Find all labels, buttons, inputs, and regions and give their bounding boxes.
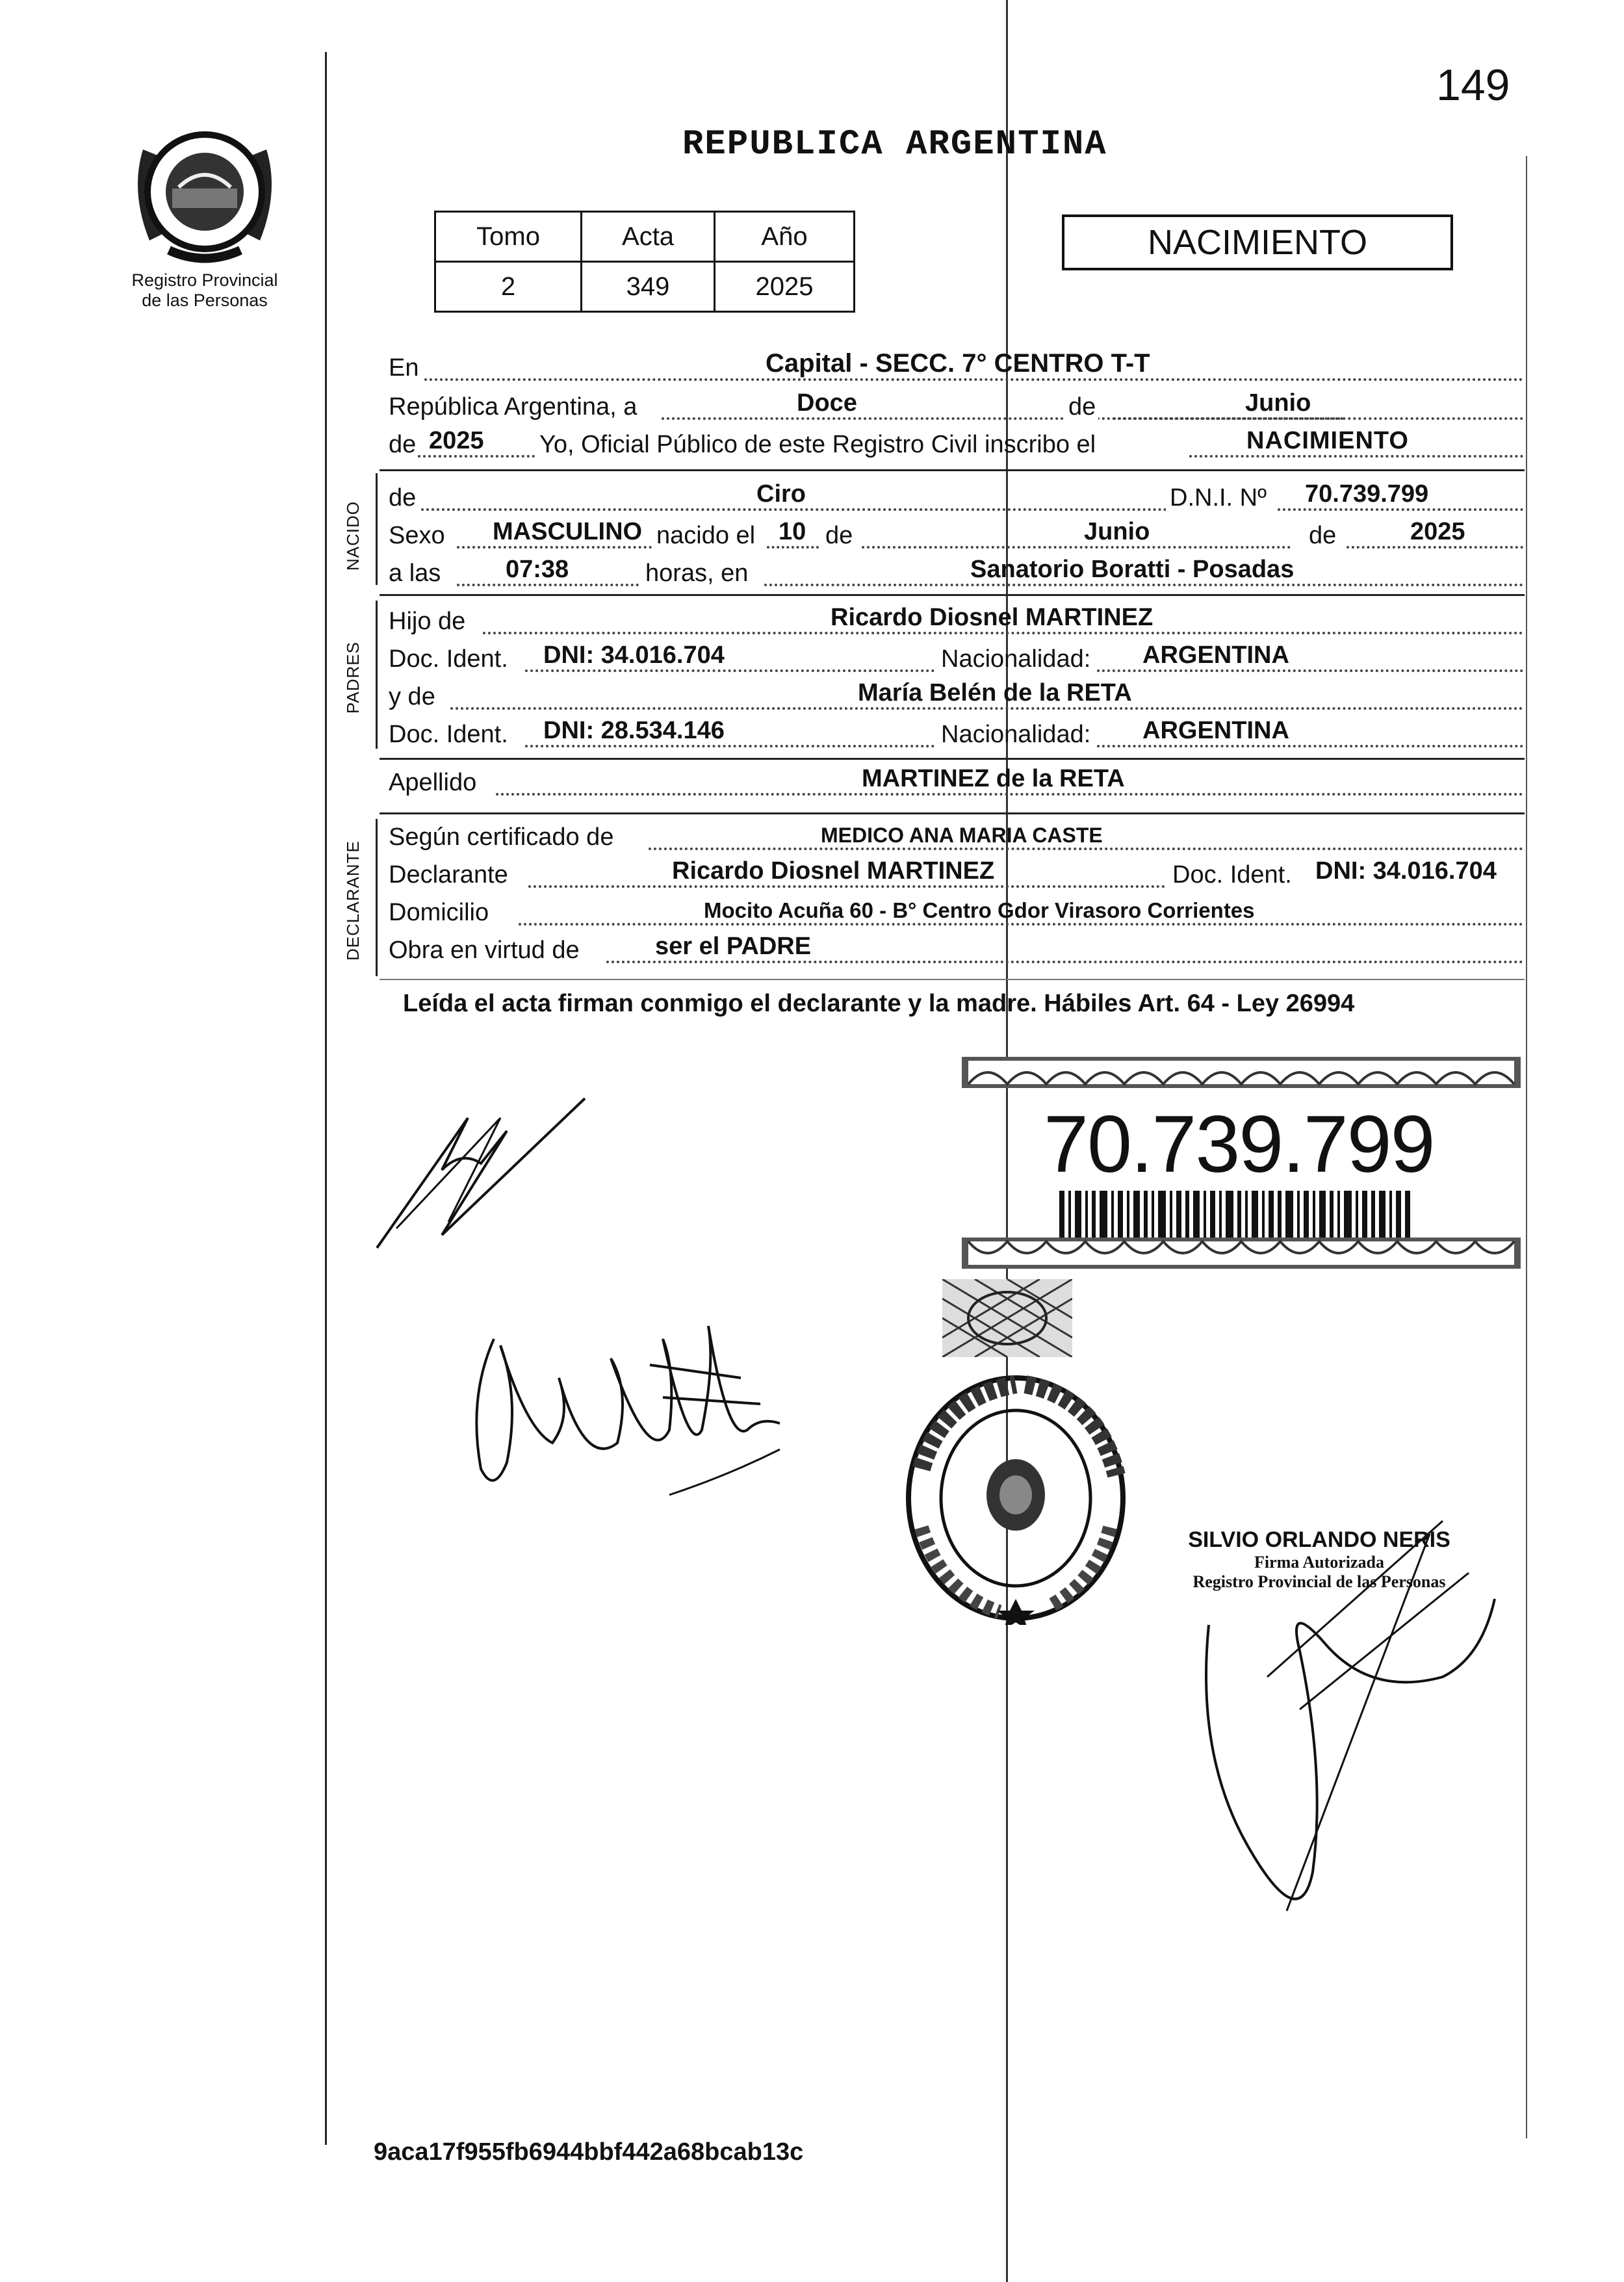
row-padre [389, 604, 1523, 641]
registry-anio: 2025 [714, 262, 854, 312]
label-yde: y de [389, 683, 435, 710]
registry-header-tomo: Tomo [435, 212, 582, 262]
document-hash: 9aca17f955fb6944bbf442a68bcab13c [374, 2138, 804, 2166]
registry-header-acta: Acta [582, 212, 715, 262]
label-hijo: Hijo de [389, 608, 466, 635]
registry-acta: 349 [582, 262, 715, 312]
side-label-declarante: DECLARANTE [343, 840, 363, 961]
dotted-line [496, 793, 1523, 796]
value-mes: Junio [1245, 389, 1311, 417]
dotted-line [457, 584, 639, 586]
value-domicilio: Mocito Acuña 60 - B° Centro Gdor Virasoro Corrientes [704, 898, 1255, 922]
value-lugar-nac: Sanatorio Boratti - Posadas [970, 556, 1295, 583]
label-horas: horas, en [645, 560, 749, 587]
row-padre-doc [389, 642, 1523, 679]
rule-3 [380, 758, 1525, 760]
official-role: Firma Autorizada [1254, 1553, 1385, 1572]
declarante-bar [376, 819, 378, 976]
dotted-line [767, 546, 819, 549]
label-de: de [1066, 393, 1098, 421]
label-apellido: Apellido [389, 769, 477, 796]
row-sexo [389, 519, 1523, 555]
value-anio: 2025 [429, 427, 484, 454]
registry-table [434, 211, 855, 313]
registry-tomo: 2 [435, 262, 582, 312]
value-inscribo: NACIMIENTO [1246, 427, 1409, 454]
value-dni: 70.739.799 [1305, 480, 1429, 508]
closing-text: Leída el acta firman conmigo el declarante y la madre. Hábiles Art. 64 - Ley 26994 [403, 990, 1355, 1017]
value-nac-mes: Junio [1084, 518, 1150, 545]
logo-caption-line2: de las Personas [142, 291, 268, 310]
registry-header-row [435, 212, 855, 262]
row-domicilio [389, 896, 1523, 932]
row-fecha [389, 390, 1523, 426]
dotted-line [649, 848, 1523, 850]
value-nombre: Ciro [756, 480, 806, 508]
row-declarante [389, 858, 1523, 894]
page-number: 149 [1436, 60, 1510, 110]
dotted-line [1097, 745, 1523, 747]
row-lugar [389, 351, 1523, 387]
rule-1 [380, 469, 1525, 471]
official-org: Registro Provincial de las Personas [1192, 1572, 1446, 1591]
padres-bar [376, 601, 378, 749]
value-madre-doc: DNI: 28.534.146 [543, 717, 725, 744]
value-madre: María Belén de la RETA [858, 679, 1132, 707]
label-de-anio: de [389, 431, 417, 458]
logo-caption [97, 270, 312, 311]
dotted-line [525, 745, 934, 747]
value-apellido: MARTINEZ de la RETA [862, 765, 1125, 792]
value-sexo: MASCULINO [493, 518, 643, 545]
label-yo: Yo, Oficial Público de este Registro Civil inscribo el [539, 431, 1096, 458]
province-logo [123, 110, 286, 273]
registry-seal [902, 1371, 1129, 1625]
security-pattern [942, 1279, 1072, 1357]
logo-caption-line1: Registro Provincial [131, 270, 278, 290]
dotted-line [483, 632, 1523, 634]
registry-value-row [435, 262, 855, 312]
side-label-padres: PADRES [343, 642, 363, 714]
label-en: En [389, 354, 419, 382]
label-nacido: nacido el [656, 522, 756, 549]
label-alas: a las [389, 560, 441, 587]
security-band-bottom [962, 1238, 1521, 1269]
label-republica: República Argentina, a [389, 393, 638, 421]
value-padre-nac: ARGENTINA [1142, 642, 1289, 669]
value-nac-anio: 2025 [1410, 518, 1465, 545]
label-sexo: Sexo [389, 522, 445, 549]
dotted-line [525, 669, 934, 672]
row-inscribo [389, 428, 1523, 464]
label-doc-declarante: Doc. Ident. [1172, 861, 1292, 888]
value-dia: Doce [797, 389, 857, 417]
value-nac-dia: 10 [779, 518, 806, 545]
value-lugar: Capital - SECC. 7° CENTRO T-T [766, 349, 1150, 378]
value-padre: Ricardo Diosnel MARTINEZ [831, 604, 1154, 631]
value-hora: 07:38 [506, 556, 569, 583]
label-nac-padre: Nacionalidad: [941, 645, 1091, 673]
official-signature-scribble [370, 1092, 604, 1261]
dotted-line [528, 885, 1165, 888]
rule-5 [380, 979, 1525, 980]
rule-2 [380, 594, 1525, 596]
dotted-line [862, 546, 1291, 549]
label-doc-madre: Doc. Ident. [389, 721, 508, 748]
label-declarante: Declarante [389, 861, 508, 888]
label-de-nac: de [825, 522, 853, 549]
barcode-number: 70.739.799 [1044, 1100, 1434, 1189]
dotted-line [1097, 669, 1523, 672]
label-de-nac-anio: de [1309, 522, 1337, 549]
official-name: SILVIO ORLANDO NERIS [1188, 1527, 1450, 1552]
label-domicilio: Domicilio [389, 899, 489, 926]
dotted-line [1189, 455, 1523, 458]
row-nombre [389, 481, 1523, 517]
label-dni: D.N.I. Nº [1166, 484, 1270, 512]
label-certificado: Según certificado de [389, 823, 614, 851]
record-type-box: NACIMIENTO [1062, 214, 1453, 270]
nacido-bar [376, 473, 378, 585]
official-signature [1170, 1482, 1508, 1924]
dotted-line [1347, 546, 1523, 549]
fold-line [1006, 0, 1008, 2282]
row-madre [389, 680, 1523, 716]
dotted-line [606, 961, 1523, 963]
dotted-line [424, 378, 1523, 381]
label-de-nombre: de [389, 484, 417, 512]
security-band-top [962, 1057, 1521, 1088]
label-doc-padre: Doc. Ident. [389, 645, 508, 673]
dotted-line [418, 455, 535, 458]
label-obra: Obra en virtud de [389, 937, 580, 964]
row-certificado [389, 820, 1523, 857]
value-certificado: MEDICO ANA MARIA CASTE [821, 823, 1103, 847]
dotted-line [519, 923, 1523, 926]
value-obra: ser el PADRE [655, 933, 812, 960]
row-hora [389, 556, 1523, 593]
dotted-line [1113, 417, 1523, 420]
row-apellido [389, 766, 1523, 802]
dotted-line [764, 584, 1523, 586]
row-madre-doc [389, 718, 1523, 754]
value-madre-nac: ARGENTINA [1142, 717, 1289, 744]
value-padre-doc: DNI: 34.016.704 [543, 642, 725, 669]
document-heading: REPUBLICA ARGENTINA [682, 125, 1107, 164]
label-nac-madre: Nacionalidad: [941, 721, 1091, 748]
dotted-line [421, 508, 1188, 511]
value-declarante: Ricardo Diosnel MARTINEZ [672, 857, 995, 885]
registry-header-anio: Año [714, 212, 854, 262]
row-obra [389, 933, 1523, 970]
rule-4 [380, 812, 1525, 814]
right-edge-line [1526, 156, 1527, 2138]
side-label-nacido: NACIDO [343, 500, 363, 571]
dotted-line [1278, 508, 1523, 511]
declarant-signature [455, 1300, 793, 1508]
left-margin-line [325, 52, 327, 2145]
value-declarante-doc: DNI: 34.016.704 [1315, 857, 1497, 885]
dotted-line [450, 707, 1523, 710]
dotted-line [457, 546, 652, 549]
